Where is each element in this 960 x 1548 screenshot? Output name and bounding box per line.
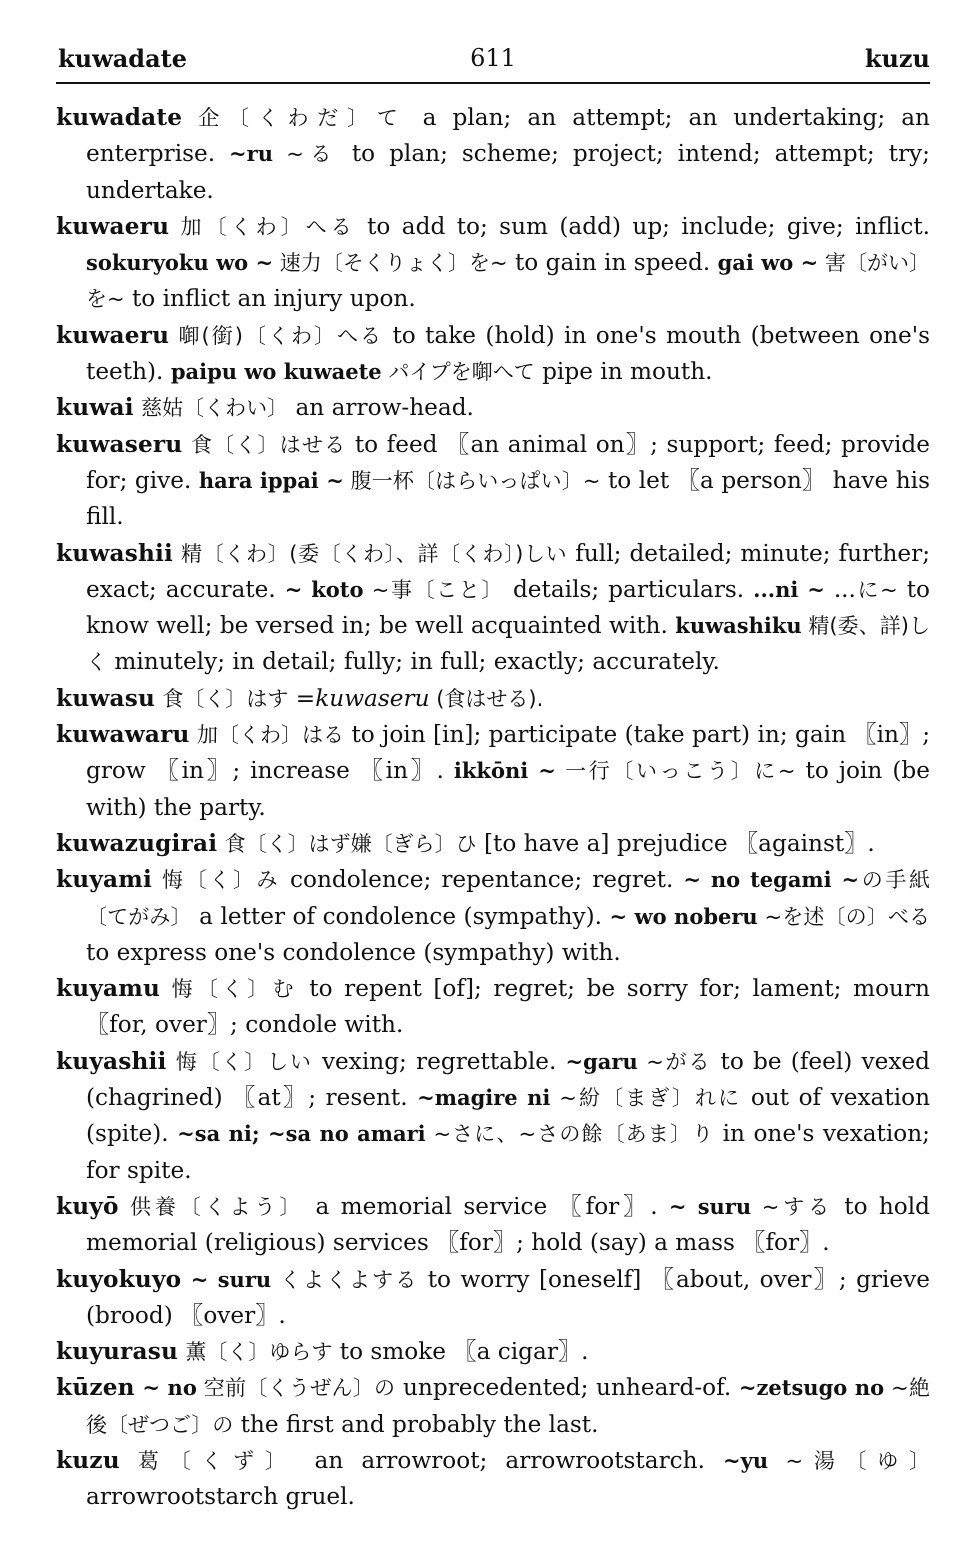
japanese-text: 食〔く〕はず嫌〔ぎら〕ひ — [224, 831, 477, 856]
definition-text: to join [in]; participate (take part) in; gain 〖in〗; grow 〖in〗; increase 〖in〗. — [86, 721, 931, 785]
romaji-phrase: ~garu — [565, 1048, 638, 1074]
japanese-text: 空前〔くうぜん〕の — [196, 1376, 396, 1401]
dictionary-entry — [56, 717, 930, 826]
entry-headword: kuzu — [56, 1446, 120, 1474]
definition-text: to be (feel) vexed (chagrined) 〖at〗; resent. — [86, 1047, 930, 1112]
romaji-phrase: ~ wo noberu — [609, 903, 758, 929]
entry-headword: kuwazugirai — [56, 829, 218, 857]
romaji-phrase: ~ no — [142, 1375, 197, 1401]
japanese-text: 速力〔そくりょく〕を~ — [273, 251, 508, 276]
japanese-text: 悔〔く〕み — [161, 868, 281, 893]
definition-text: ... — [824, 575, 856, 603]
definition-text: unprecedented; unheard-of. — [395, 1374, 739, 1402]
definition-text: to know well; be versed in; be well acquainted with. — [86, 575, 930, 640]
dictionary-entry — [56, 681, 930, 717]
definition-text: to gain in speed. — [507, 249, 718, 277]
japanese-text: ~を述〔の〕べる — [757, 904, 930, 929]
dictionary-entry — [56, 390, 930, 426]
romaji-phrase: ...ni ~ — [753, 576, 825, 602]
japanese-text: ~する — [751, 1194, 834, 1219]
japanese-text: ~絶後〔ぜつご〕の — [86, 1376, 930, 1437]
running-header — [56, 44, 930, 84]
entry-headword: kuwai — [56, 394, 134, 422]
japanese-text: ~がる — [637, 1049, 712, 1074]
definition-text: to smoke 〖a cigar〗. — [332, 1338, 589, 1366]
romaji-phrase: ~ koto — [284, 576, 364, 602]
romaji-phrase: ~ suru — [190, 1266, 272, 1292]
japanese-text: 精〔くわ〕(委〔くわ〕、詳〔くわ〕)しい — [181, 541, 568, 566]
japanese-text: (食はせる). — [429, 686, 544, 711]
definition-text: to feed 〖an animal on〗; support; feed; provide for; give. — [86, 430, 930, 494]
japanese-text: 葛〔くず〕 — [137, 1448, 297, 1473]
definition-text: = — [288, 684, 316, 712]
definition-text: to join (be with) the party. — [86, 757, 930, 821]
japanese-text: ~湯〔ゆ〕 — [768, 1448, 930, 1473]
japanese-text: ~さに、~さの餘〔あま〕り — [425, 1122, 715, 1147]
definition-text: the first and probably the last. — [233, 1410, 599, 1438]
cross-reference: kuwaseru — [315, 684, 430, 712]
romaji-phrase: sokuryoku wo ~ — [86, 250, 274, 276]
definition-text: condolence; repentance; regret. — [280, 866, 684, 894]
japanese-text: 供養〔くよう〕 — [129, 1194, 305, 1219]
japanese-text: くよくよする — [271, 1267, 419, 1292]
entry-headword: kuyokuyo — [56, 1265, 182, 1293]
japanese-text: 薫〔く〕ゆらす — [185, 1340, 333, 1365]
japanese-text: 悔〔く〕む — [171, 977, 298, 1002]
dictionary-entry — [56, 209, 930, 318]
japanese-text: 啣(銜)〔くわ〕へる — [178, 323, 384, 348]
japanese-text: 食〔く〕はす — [162, 686, 289, 711]
entry-headword: kuyō — [56, 1192, 119, 1220]
japanese-text: 食〔く〕はせる — [190, 432, 347, 457]
definition-text: to plan; scheme; project; intend; attempt; try; undertake. — [86, 140, 930, 204]
dictionary-entry — [56, 971, 930, 1044]
definition-text: to worry [oneself] 〖about, over〗; grieve (brood) 〖over〗. — [86, 1265, 930, 1329]
dictionary-entry — [56, 1044, 930, 1189]
entry-headword: kuwaseru — [56, 430, 183, 458]
entry-headword: kuwashii — [56, 539, 174, 567]
definition-text: details; particulars. — [503, 575, 754, 603]
definition-text: to take (hold) in one's mouth (between one's teeth). — [86, 321, 930, 386]
romaji-phrase: ~magire ni — [417, 1085, 551, 1111]
romaji-phrase: paipu wo kuwaete — [170, 359, 382, 385]
japanese-text: パイプを啣へて — [381, 360, 535, 385]
romaji-phrase: hara ippai ~ — [198, 467, 344, 493]
dictionary-entry — [56, 1370, 930, 1443]
entry-list — [56, 100, 930, 1516]
entry-headword: kuwaeru — [56, 321, 170, 349]
japanese-text: 害〔がい〕を~ — [86, 251, 930, 312]
entry-headword: kuwawaru — [56, 721, 190, 749]
dictionary-entry — [56, 1262, 930, 1335]
entry-headword: kuwaeru — [56, 212, 170, 240]
entry-headword: kuyashii — [56, 1047, 167, 1075]
japanese-text: 加〔くわ〕はる — [196, 723, 345, 748]
entry-headword: kuyami — [56, 866, 152, 894]
definition-text: to hold memorial (religious) services 〖for〗; hold (say) a mass 〖for〗. — [86, 1192, 930, 1257]
header-first-word: kuwadate — [58, 44, 187, 73]
japanese-text: 企〔くわだ〕て — [198, 106, 407, 130]
header-last-word: kuzu — [864, 44, 930, 73]
entry-headword: kuwasu — [56, 684, 156, 712]
japanese-text: ~紛〔まぎ〕れに — [550, 1086, 742, 1111]
definition-text: [to have a] prejudice 〖against〗. — [476, 829, 875, 857]
japanese-text: ~る — [272, 142, 338, 167]
definition-text: minutely; in detail; fully; in full; exactly; accurately. — [107, 648, 720, 676]
dictionary-entry — [56, 862, 930, 971]
dictionary-entry — [56, 100, 930, 209]
definition-text: a letter of condolence (sympathy). — [191, 902, 610, 930]
definition-text: a plan; an attempt; an undertaking; an enterprise. — [86, 104, 930, 168]
japanese-text: 腹一杯〔はらいっぱい〕~ — [343, 468, 601, 493]
japanese-text: 一行〔いっこう〕に~ — [555, 759, 796, 784]
dictionary-entry — [56, 427, 930, 536]
entry-headword: kuyurasu — [56, 1338, 179, 1366]
definition-text: to repent [of]; regret; be sorry for; lament; mourn 〖for, over〗; condole with. — [86, 975, 930, 1039]
definition-text: a memorial service 〖for〗. — [304, 1192, 669, 1220]
romaji-phrase: gai wo ~ — [717, 250, 819, 276]
dictionary-entry — [56, 318, 930, 391]
definition-text: to inflict an injury upon. — [124, 285, 416, 313]
japanese-text: の手紙〔てがみ〕 — [86, 868, 931, 929]
definition-text: in one's vexation; for spite. — [86, 1120, 930, 1184]
definition-text: vexing; regrettable. — [312, 1047, 566, 1075]
dictionary-entry — [56, 1443, 930, 1516]
entry-headword: kuyamu — [56, 975, 161, 1003]
japanese-text: 慈姑〔くわい〕 — [141, 396, 289, 421]
dictionary-entry — [56, 1334, 930, 1370]
entry-headword: kuwadate — [56, 104, 183, 131]
definition-text: an arrowroot; arrowrootstarch. — [296, 1446, 724, 1474]
dictionary-entry — [56, 826, 930, 862]
definition-text: pipe in mouth. — [534, 358, 713, 386]
japanese-text: ~事〔こと〕 — [363, 577, 504, 602]
japanese-text: 悔〔く〕しい — [175, 1049, 313, 1074]
romaji-phrase: ~yu — [723, 1447, 769, 1473]
romaji-phrase: ikkōni ~ — [453, 758, 556, 784]
japanese-text: 加〔くわ〕へる — [180, 214, 356, 239]
japanese-text: に~ — [855, 577, 898, 602]
romaji-phrase: ~ no tegami ~ — [683, 867, 860, 893]
japanese-text: 精(委、詳)しく — [86, 614, 930, 675]
definition-text: full; detailed; minute; further; exact; accurate. — [86, 539, 931, 603]
romaji-phrase: ~ suru — [668, 1193, 752, 1219]
romaji-phrase: ~sa ni; ~sa no amari — [177, 1121, 426, 1147]
dictionary-page — [56, 44, 930, 1516]
definition-text: an arrow-head. — [288, 394, 474, 422]
definition-text: to let 〖a person〗 have his fill. — [86, 466, 930, 531]
definition-text: to express one's condolence (sympathy) with. — [86, 938, 621, 966]
dictionary-entry — [56, 536, 930, 681]
entry-headword: kūzen — [56, 1374, 135, 1402]
definition-text: to add to; sum (add) up; include; give; inflict. — [355, 212, 931, 240]
romaji-phrase: kuwashiku — [675, 613, 802, 639]
romaji-phrase: ~zetsugo no — [738, 1375, 885, 1401]
page-number: 611 — [470, 44, 516, 72]
definition-text: arrowrootstarch gruel. — [86, 1483, 355, 1511]
dictionary-entry — [56, 1189, 930, 1262]
romaji-phrase: ~ru — [229, 141, 273, 167]
definition-text: out of vexation (spite). — [86, 1084, 931, 1148]
